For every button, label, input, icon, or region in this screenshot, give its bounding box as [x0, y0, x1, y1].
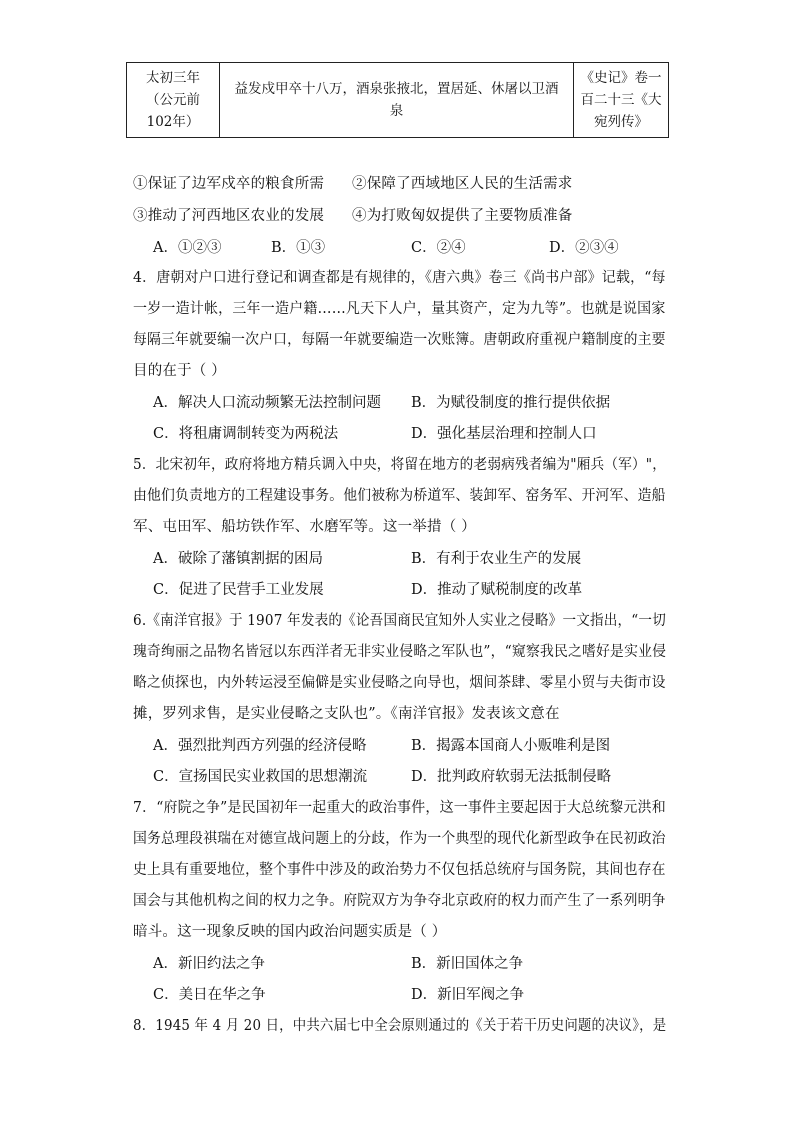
table-cell-content — [220, 63, 574, 138]
q5-stem-line: 军、屯田军、船坊铁作军、水磨军等。这一举措（ ） — [133, 519, 476, 535]
q4-option-d[interactable]: D．强化基层治理和控制人口 — [411, 426, 597, 442]
q3-option-d[interactable]: D．②③④ — [549, 240, 619, 256]
q7-option-b[interactable]: B．新旧国体之争 — [411, 956, 524, 972]
q6-option-a[interactable]: A．强烈批判西方列强的经济侵略 — [153, 738, 367, 754]
source-table — [126, 62, 669, 138]
q7-stem-line: 史上具有重要地位，整个事件中涉及的政治势力不仅包括总统府与国务院，其间也存在 — [133, 862, 666, 878]
q5-stem-line: 5．北宋初年，政府将地方精兵调入中央，将留在地方的老弱病残者编为"厢兵（军）"， — [133, 457, 667, 473]
content-line: 泉 — [389, 103, 404, 119]
q6-stem-line: 略之侦探也，内外转运浸至偏僻是实业侵略之向导也，烟间茶肆、零星小贸与夫街市设 — [133, 675, 666, 691]
q6-option-c[interactable]: C．宣扬国民实业救国的思想潮流 — [153, 769, 368, 785]
q6-stem-line: 摊，罗列求售，是实业侵略之支队也”。《南洋官报》发表该文意在 — [133, 706, 560, 722]
q7-option-a[interactable]: A．新旧约法之争 — [153, 956, 265, 972]
q5-stem-line: 由他们负责地方的工程建设事务。他们被称为桥道军、装卸军、窑务军、开河军、造船 — [133, 488, 666, 504]
q3-option-a[interactable]: A．①②③ — [153, 240, 222, 256]
table-cell-source — [574, 63, 669, 138]
q7-stem-line: 暗斗。这一现象反映的国内政治问题实质是（ ） — [133, 924, 447, 940]
source-line: 宛列传》 — [594, 114, 648, 130]
q7-stem-line: 国务总理段祺瑞在对德宣战问题上的分歧，作为一个典型的现代化新型政争在民初政治 — [133, 831, 666, 847]
q6-stem-line: 6.《南洋官报》于 1907 年发表的《论吾国商民宜知外人实业之侵略》一文指出，“一切 — [133, 613, 666, 629]
content-line: 益发戍甲卒十八万，酒泉张掖北，置居延、休屠以卫酒 — [234, 81, 559, 97]
q3-item: ①保证了边军戍卒的粮食所需 — [133, 176, 325, 192]
time-line: 太初三年 — [146, 70, 200, 86]
q5-option-c[interactable]: C．促进了民营手工业发展 — [153, 582, 324, 598]
table-cell-time — [127, 63, 220, 138]
q8-stem-line: 8．1945 年 4 月 20 日，中共六届七中全会原则通过的《关于若干历史问题的决议》，是 — [133, 1018, 667, 1034]
q4-option-a[interactable]: A．解决人口流动频繁无法控制问题 — [153, 395, 381, 411]
q3-item: ②保障了西域地区人民的生活需求 — [352, 176, 573, 192]
q7-option-c[interactable]: C．美日在华之争 — [153, 987, 266, 1003]
q3-option-c[interactable]: C．②④ — [411, 240, 466, 256]
time-line: 102年） — [146, 114, 200, 130]
q4-stem-line: 每隔三年就要编一次户口，每隔一年就要编造一次账簿。唐朝政府重视户籍制度的主要 — [133, 332, 666, 348]
q6-option-d[interactable]: D．批判政府软弱无法抵制侵略 — [411, 769, 612, 785]
q5-option-b[interactable]: B．有利于农业生产的发展 — [411, 551, 582, 567]
q4-option-b[interactable]: B．为赋役制度的推行提供依据 — [411, 395, 611, 411]
q4-option-c[interactable]: C．将租庸调制转变为两税法 — [153, 426, 339, 442]
q5-option-d[interactable]: D．推动了赋税制度的改革 — [411, 582, 583, 598]
q7-stem-line: 7．“府院之争”是民国初年一起重大的政治事件，这一事件主要起因于大总统黎元洪和 — [133, 800, 666, 816]
q3-item: ④为打败匈奴提供了主要物质准备 — [352, 208, 573, 224]
q5-option-a[interactable]: A．破除了藩镇割据的困局 — [153, 551, 323, 567]
source-line: 百二十三《大 — [580, 92, 662, 108]
q6-option-b[interactable]: B．揭露本国商人小贩唯利是图 — [411, 738, 611, 754]
time-line: （公元前 — [146, 92, 200, 108]
q7-stem-line: 国会与其他机构之间的权力之争。府院双方为争夺北京政府的权力而产生了一系列明争 — [133, 893, 666, 909]
source-line: 《史记》卷一 — [580, 70, 662, 86]
q4-stem-line: 4．唐朝对户口进行登记和调查都是有规律的，《唐六典》卷三《尚书户部》记载，“每 — [133, 270, 666, 286]
table-row — [127, 63, 669, 138]
q4-stem-line: 一岁一造计帐，三年一造户籍……凡天下人户，量其资产，定为九等”。也就是说国家 — [133, 301, 666, 317]
q3-option-b[interactable]: B．①③ — [271, 240, 326, 256]
q6-stem-line: 瑰奇绚丽之品物名皆冠以东西洋者无非实业侵略之军队也”，“窥察我民之嗜好是实业侵 — [133, 644, 667, 660]
q7-option-d[interactable]: D．新旧军阀之争 — [411, 987, 525, 1003]
q4-stem-line: 目的在于（ ） — [133, 363, 227, 379]
q3-item: ③推动了河西地区农业的发展 — [133, 208, 325, 224]
